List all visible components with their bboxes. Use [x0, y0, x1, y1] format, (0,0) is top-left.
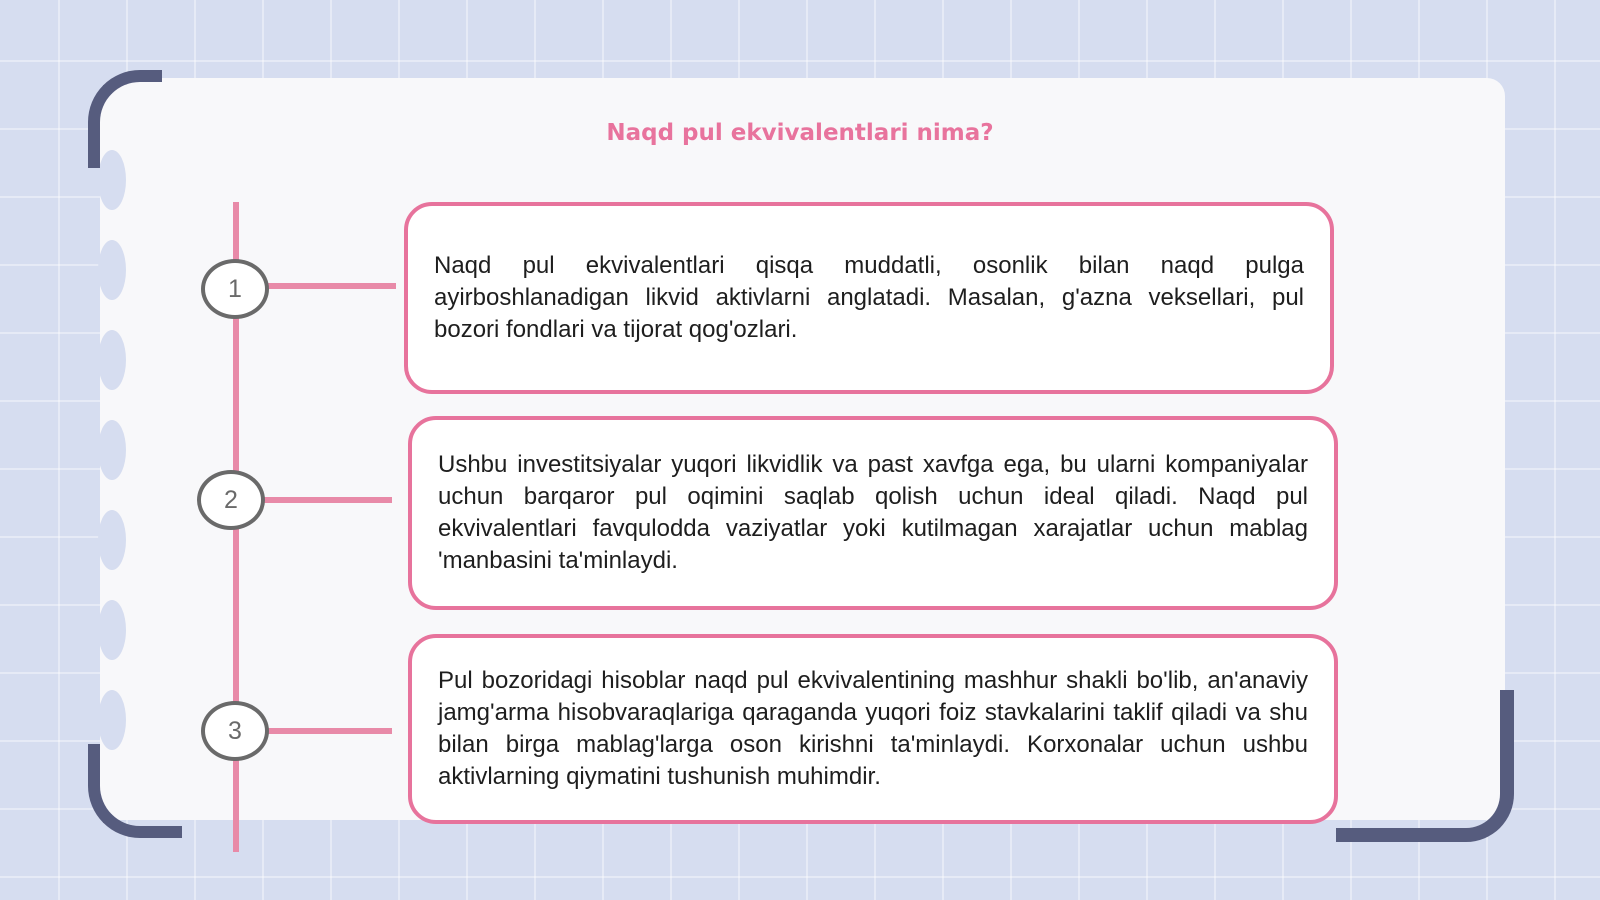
- timeline-connector-3: [266, 728, 392, 734]
- slide-title: Naqd pul ekvivalentlari nima?: [606, 120, 994, 146]
- step-number-circle-2: [197, 470, 265, 530]
- info-card-3-text: Pul bozoridagi hisoblar naqd pul ekvivalentining mashhur shakli bo'lib, an'anaviy jamg'arma hisobvaraqlariga qaraganda yuqori foiz stavkalarini taklif qiladi va shu bilan birga mablag'larga oson kirishni ta'minlaydi. Korxonalar uchun ushbu aktivlarning qiymatini tushunish muhimdir.: [438, 667, 1308, 790]
- info-card-2-text: Ushbu investitsiyalar yuqori likvidlik va past xavfga ega, bu ularni kompaniyalar uchun barqaror pul oqimini saqlab qolish uchun ideal qiladi. Naqd pul ekvivalentlari favqulodda vaziyatlar yoki kutilmagan xarajatlar uchun mablag 'manbasini ta'minlaydi.: [438, 451, 1308, 574]
- step-number-3: 3: [228, 716, 242, 745]
- paper-edge-notch: [98, 330, 126, 390]
- paper-edge-notch: [98, 420, 126, 480]
- corner-bracket-bottom-left: [88, 744, 182, 838]
- info-card-2: [408, 416, 1338, 610]
- corner-bracket-bottom-right: [1336, 690, 1514, 842]
- step-number-2: 2: [224, 485, 238, 514]
- step-number-circle-3: [201, 701, 269, 761]
- info-card-1: [404, 202, 1334, 394]
- corner-bracket-top-left: [88, 70, 162, 168]
- paper-edge-notch: [98, 510, 126, 570]
- info-card-3: [408, 634, 1338, 824]
- timeline-connector-2: [262, 497, 392, 503]
- info-card-1-text: Naqd pul ekvivalentlari qisqa muddatli, osonlik bilan naqd pulga ayirboshlanadigan likvid aktivlarni anglatadi. Masalan, g'azna veksellari, pul bozori fondlari va tijorat qog'ozlari.: [434, 252, 1304, 343]
- step-number-1: 1: [228, 274, 242, 303]
- step-number-circle-1: [201, 259, 269, 319]
- paper-edge-notch: [98, 690, 126, 750]
- timeline-connector-1: [266, 283, 396, 289]
- paper-edge-notch: [98, 240, 126, 300]
- paper-edge-notch: [98, 600, 126, 660]
